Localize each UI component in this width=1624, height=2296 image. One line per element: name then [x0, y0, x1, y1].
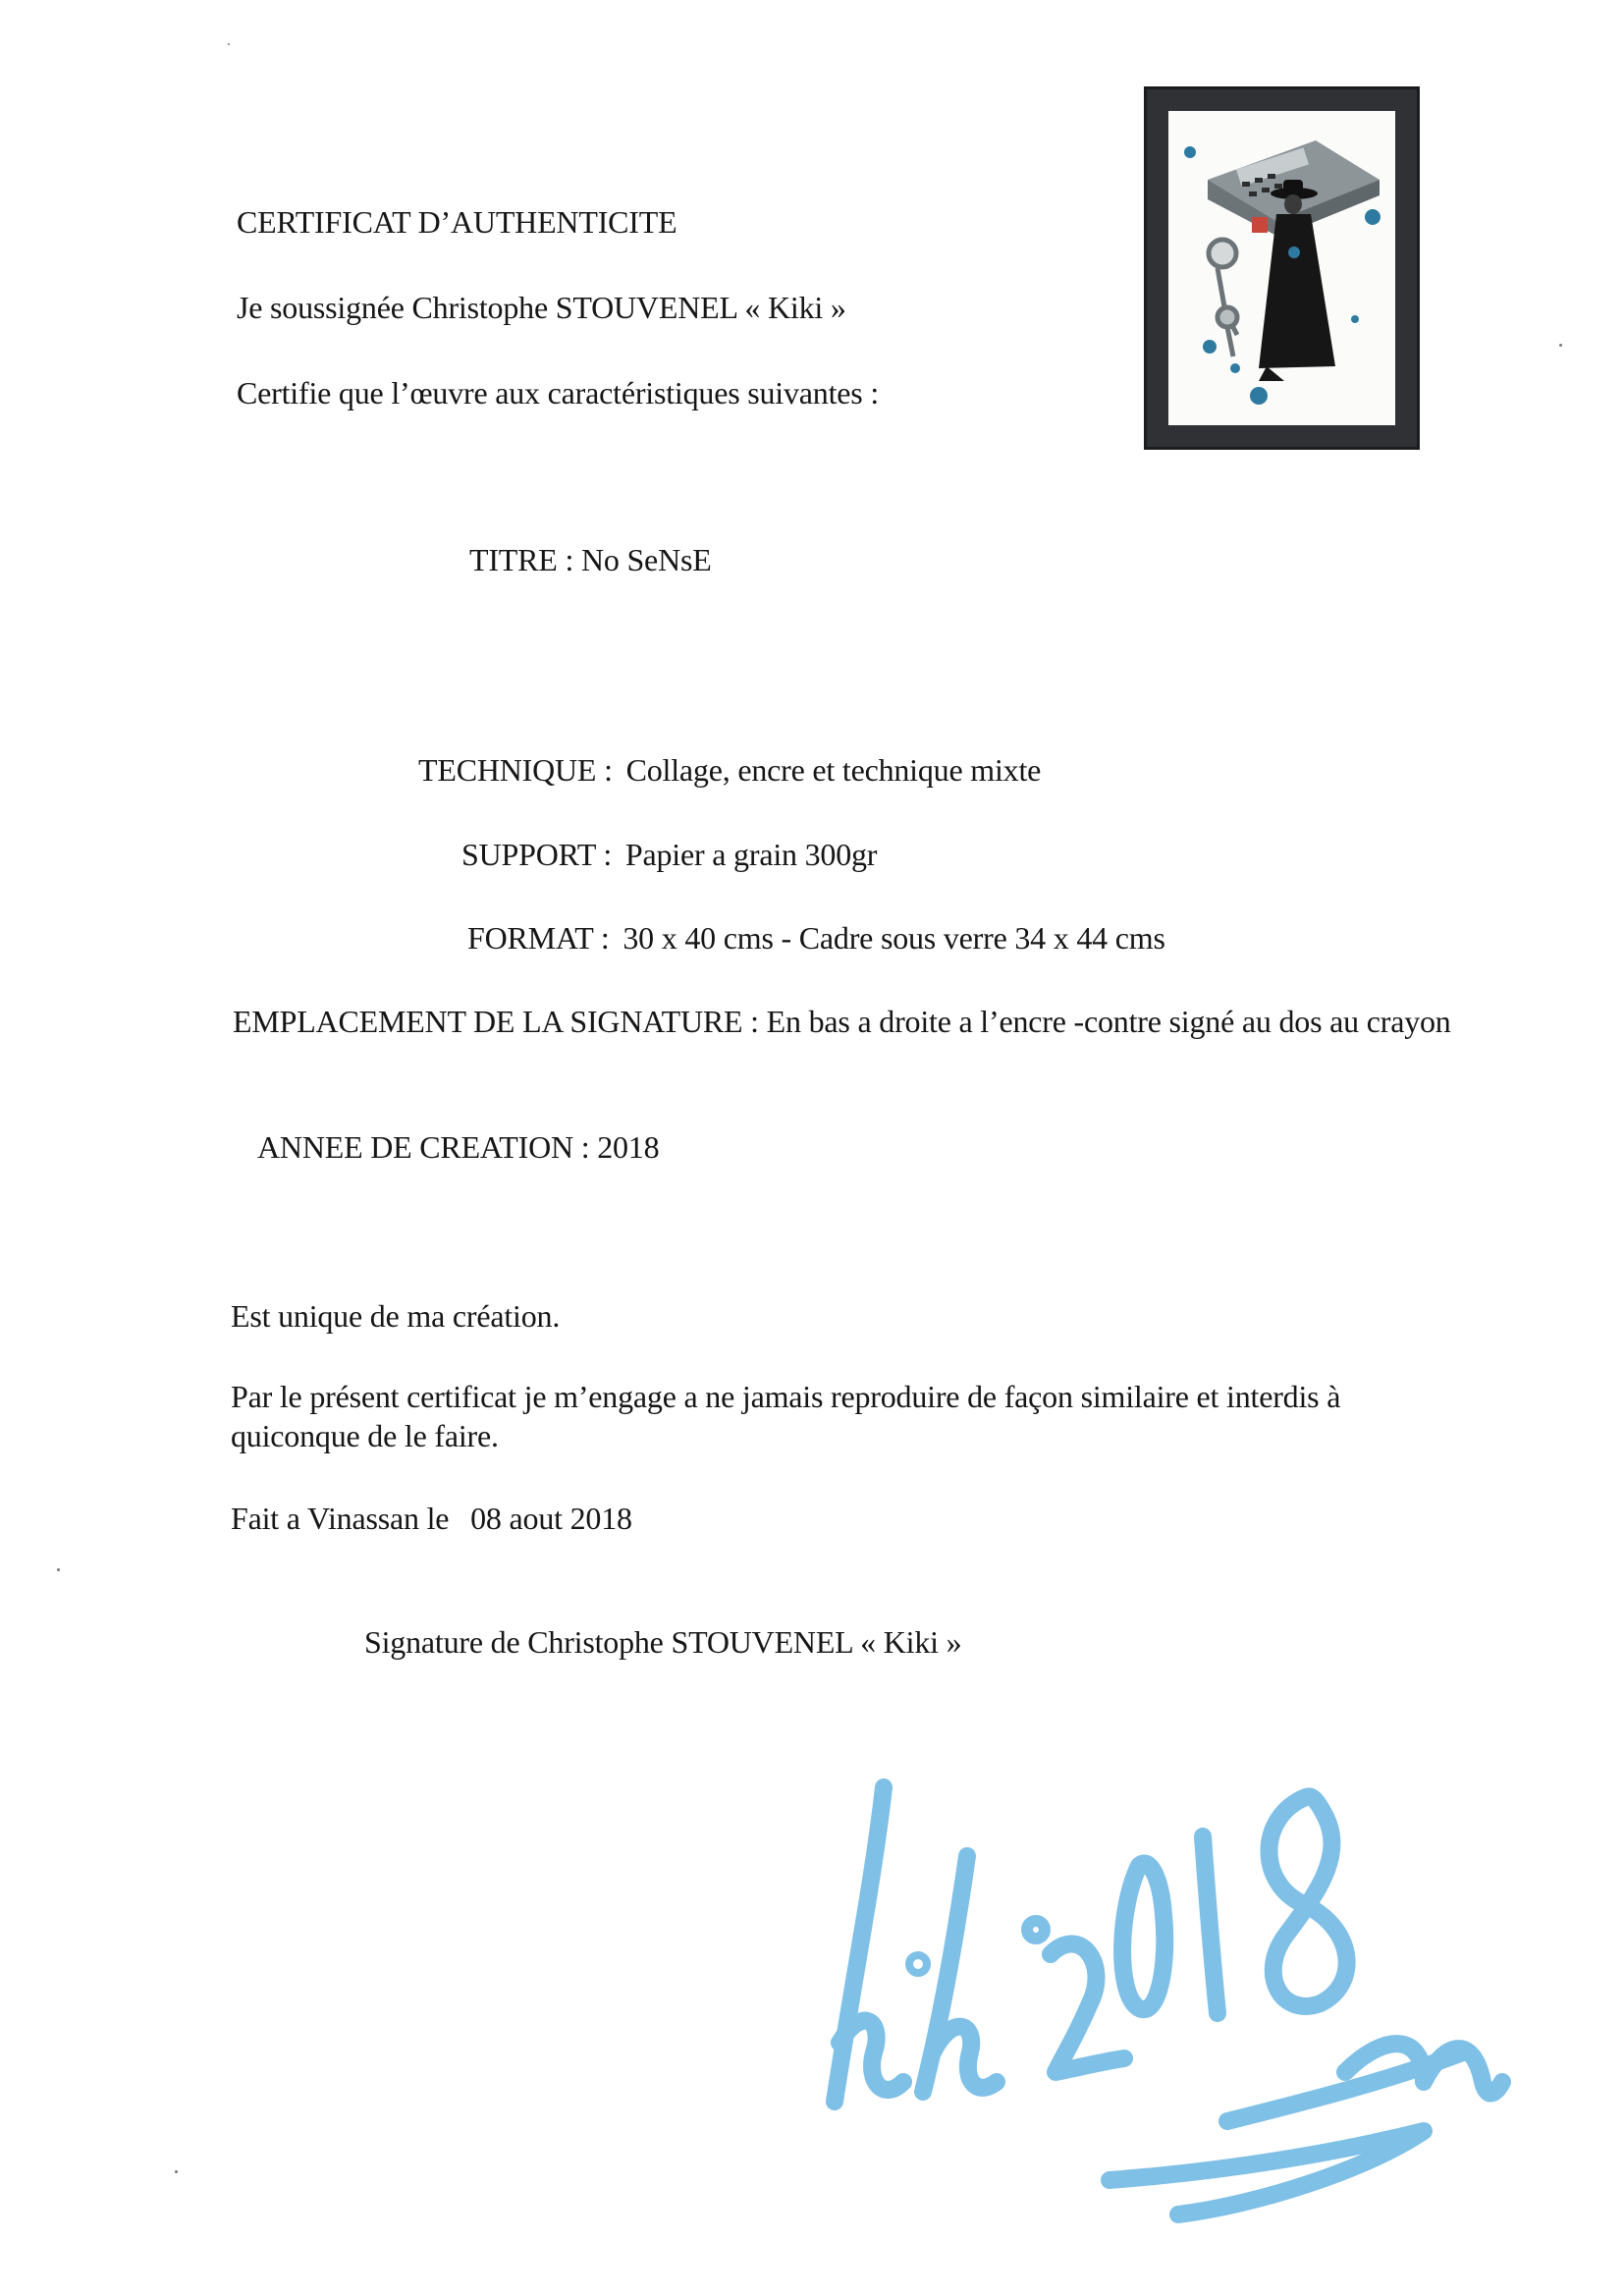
signature-drawing	[795, 1758, 1542, 2249]
artwork-thumbnail	[1144, 86, 1420, 450]
field-technique	[418, 750, 1041, 790]
field-technique-label: TECHNIQUE :	[418, 752, 613, 788]
field-titre	[469, 540, 712, 579]
unique-line: Est unique de ma création.	[231, 1298, 561, 1334]
certify-line: Certifie que l’œuvre aux caractéristiques suivantes :	[237, 375, 880, 410]
place-date-value: 08 aout 2018	[470, 1501, 632, 1536]
field-format-label: FORMAT :	[467, 920, 610, 956]
scan-speck	[175, 2170, 178, 2173]
field-annee	[257, 1127, 659, 1167]
field-support-value: Papier a grain 300gr	[624, 837, 878, 872]
scan-speck	[228, 43, 230, 45]
handwritten-signature	[795, 1758, 1542, 2249]
field-annee-value: 2018	[597, 1129, 660, 1165]
scan-speck	[1559, 344, 1562, 347]
field-titre-label: TITRE :	[469, 542, 574, 577]
place-date-line	[231, 1499, 632, 1538]
scan-speck	[57, 1568, 60, 1571]
certificate-title: CERTIFICAT D’AUTHENTICITE	[237, 204, 677, 240]
field-signature-location-value: En bas a droite a l’encre -contre signé au dos au crayon	[766, 1004, 1451, 1039]
place-date-prefix: Fait a Vinassan le	[231, 1501, 450, 1536]
signature-caption: Signature de Christophe STOUVENEL « Kiki »	[364, 1624, 962, 1660]
field-signature-location	[233, 1002, 1470, 1041]
mechanical-arm-icon	[1209, 240, 1237, 356]
field-format-value: 30 x 40 cms - Cadre sous verre 34 x 44 cms	[623, 920, 1165, 956]
engagement-paragraph: Par le présent certificat je m’engage a ne jamais reproduire de façon similaire et interdis à quiconque de le faire.	[231, 1379, 1341, 1453]
field-annee-label: ANNEE DE CREATION :	[257, 1129, 590, 1165]
field-format	[467, 918, 1165, 957]
artwork-collage	[1168, 111, 1395, 425]
field-signature-location-label: EMPLACEMENT DE LA SIGNATURE :	[233, 1004, 759, 1039]
field-technique-value: Collage, encre et technique mixte	[625, 752, 1042, 788]
field-support-label: SUPPORT :	[461, 837, 613, 872]
field-titre-value: No SeNsE	[580, 542, 712, 577]
declarant-line: Je soussignée Christophe STOUVENEL « Kiki »	[237, 290, 846, 325]
artwork-mat	[1168, 111, 1395, 425]
field-support	[461, 835, 877, 874]
